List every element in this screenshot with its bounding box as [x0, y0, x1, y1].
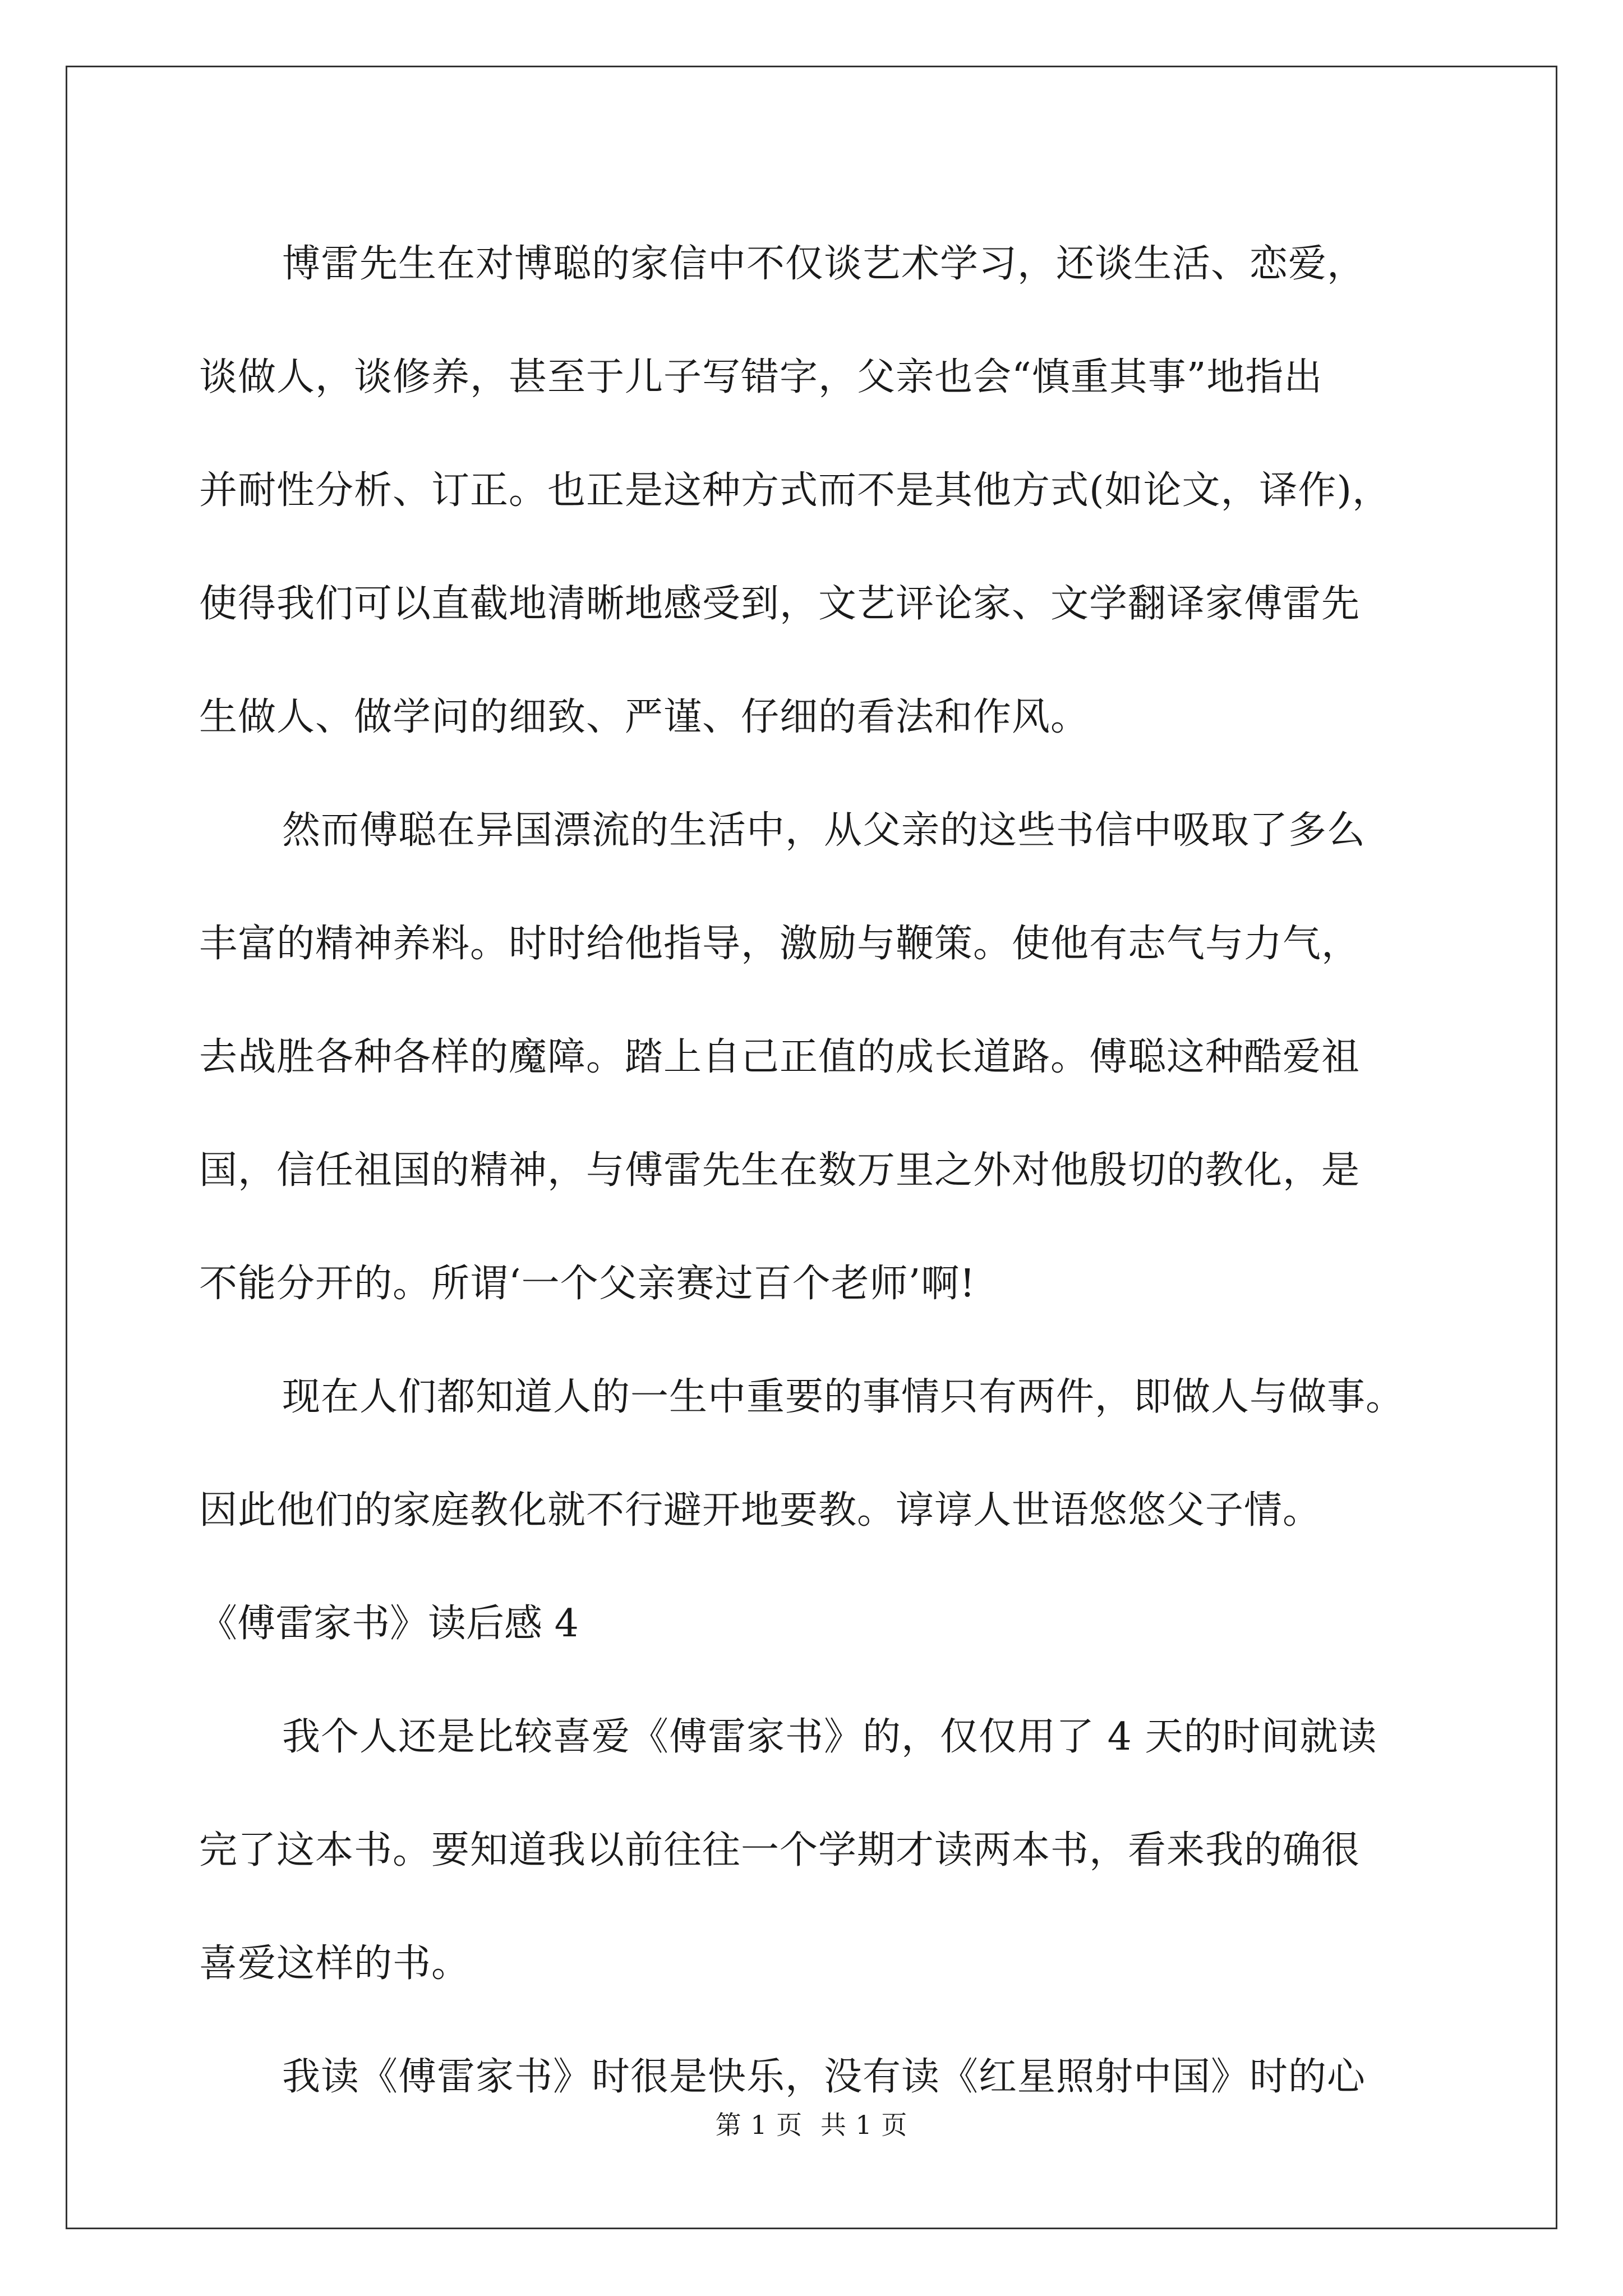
paragraph	[199, 1341, 1427, 1567]
text-line: 不能分开的。所谓‘一个父亲赛过百个老师’啊!	[199, 1262, 976, 1306]
text-line: 现在人们都知道人的一生中重要的事情只有两件，即做人与做事。	[282, 1375, 1405, 1419]
text-line: 我个人还是比较喜爱《傅雷家书》的，仅仅用了 4 天的时间就读	[282, 1715, 1377, 1759]
page-number: 第 1 页	[715, 2110, 803, 2140]
paragraph	[199, 208, 1427, 774]
text-line: 去战胜各种各样的魔障。踏上自己正值的成长道路。傅聪这种酷爱祖	[199, 1035, 1361, 1079]
text-line: 国，信任祖国的精神，与傅雷先生在数万里之外对他殷切的教化，是	[199, 1148, 1361, 1193]
text-line: 谈做人，谈修养，甚至于儿子写错字，父亲也会“慎重其事”地指出	[199, 355, 1323, 399]
paragraph	[199, 774, 1427, 1341]
text-line: 喜爱这样的书。	[199, 1941, 471, 1986]
page-footer	[0, 2105, 1623, 2142]
paragraph	[199, 1681, 1427, 2021]
text-line: 使得我们可以直截地清晰地感受到，文艺评论家、文学翻译家傅雷先	[199, 582, 1361, 626]
text-line: 生做人、做学问的细致、严谨、仔细的看法和作风。	[199, 695, 1090, 739]
text-line: 并耐性分析、订正。也正是这种方式而不是其他方式(如论文，译作)，	[199, 468, 1391, 513]
page-total: 共 1 页	[820, 2110, 908, 2140]
section-heading: 《傅雷家书》读后感 4	[199, 1602, 579, 1646]
document-body	[199, 208, 1427, 2134]
text-line: 完了这本书。要知道我以前往往一个学期才读两本书，看来我的确很	[199, 1828, 1361, 1872]
text-line: 我读《傅雷家书》时很是快乐，没有读《红星照射中国》时的心	[282, 2055, 1366, 2099]
text-line: 丰富的精神养料。时时给他指导，激励与鞭策。使他有志气与力气，	[199, 922, 1361, 966]
text-line: 然而傅聪在异国漂流的生活中，从父亲的这些书信中吸取了多么	[282, 808, 1366, 853]
text-line: 博雷先生在对博聪的家信中不仅谈艺术学习，还谈生活、恋爱，	[282, 242, 1366, 286]
text-line: 因此他们的家庭教化就不行避开地要教。谆谆人世语悠悠父子情。	[199, 1488, 1322, 1533]
